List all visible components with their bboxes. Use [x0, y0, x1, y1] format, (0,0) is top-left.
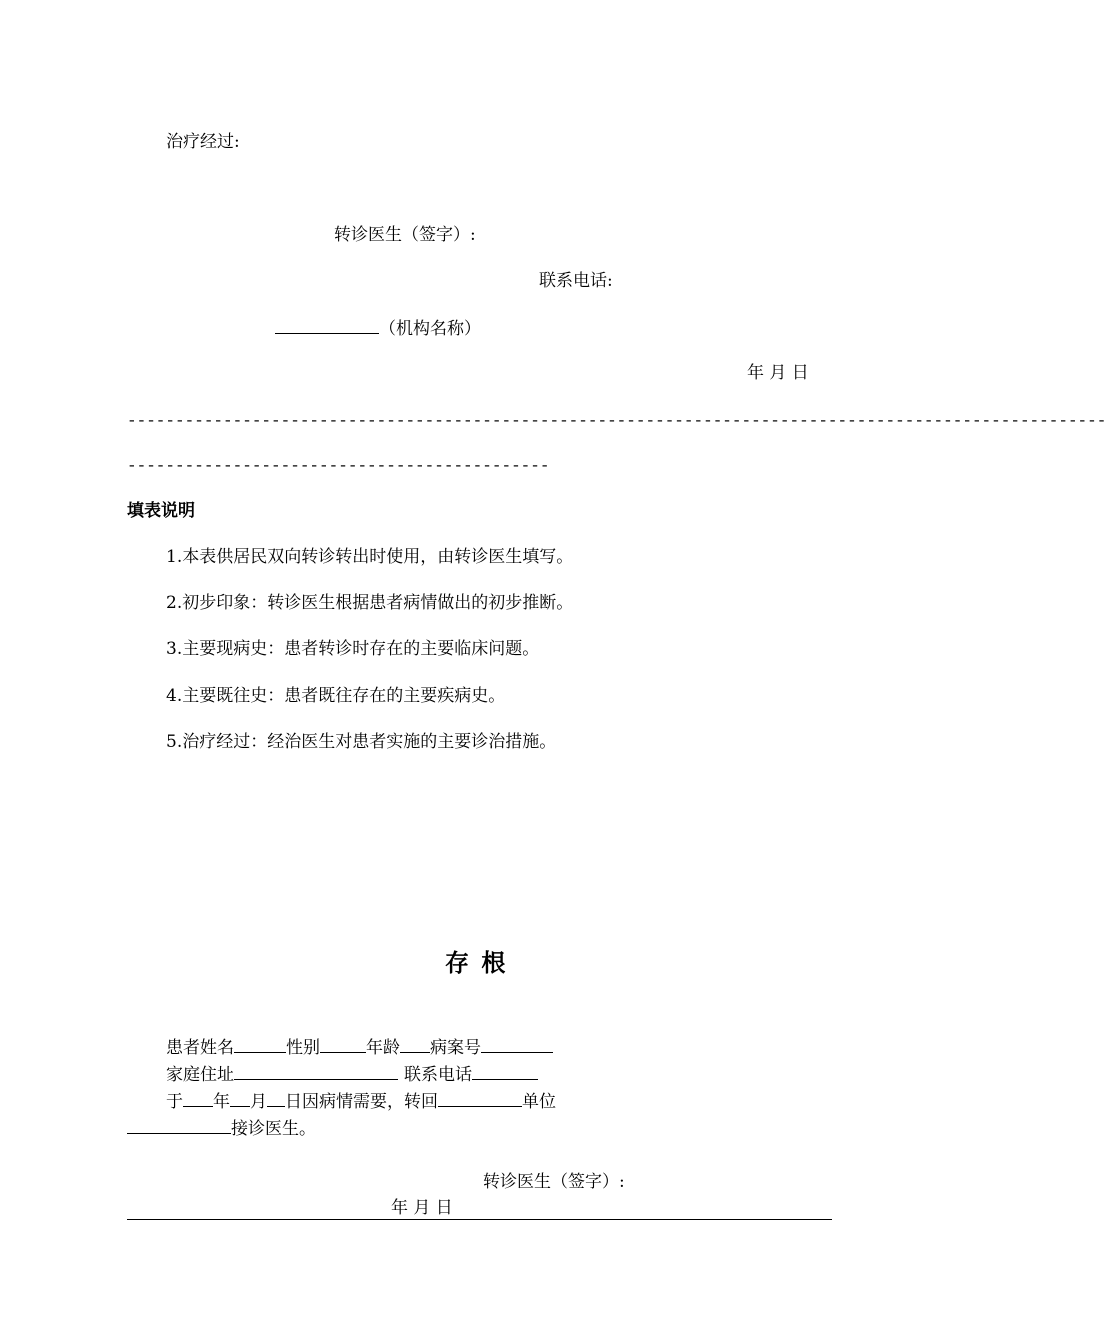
day-blank[interactable]: [267, 1089, 285, 1107]
gender-blank[interactable]: [320, 1035, 366, 1053]
year-label: 年: [213, 1092, 230, 1112]
stub-address-line: [166, 1062, 538, 1086]
case-no-blank[interactable]: [481, 1035, 553, 1053]
age-label: 年龄: [366, 1038, 400, 1058]
month-label: 月: [250, 1092, 267, 1112]
address-label: 家庭住址: [166, 1065, 234, 1085]
stub-date-line: 年 月 日: [391, 1198, 453, 1218]
dashed-separator-1: ------------------------------------------------------------------------------------------------------: [127, 412, 1106, 430]
patient-name-blank[interactable]: [234, 1035, 286, 1053]
month-blank[interactable]: [230, 1089, 250, 1107]
age-blank[interactable]: [400, 1035, 430, 1053]
gender-label: 性别: [286, 1038, 320, 1058]
case-no-label: 病案号: [430, 1038, 481, 1058]
phone-blank[interactable]: [472, 1062, 538, 1080]
institution-name-label: （机构名称）: [379, 319, 481, 339]
instruction-item-1: 1.本表供居民双向转诊转出时使用，由转诊医生填写。: [166, 547, 574, 567]
stub-receiver-line: [127, 1116, 316, 1140]
patient-name-label: 患者姓名: [166, 1038, 234, 1058]
bottom-rule: [127, 1219, 832, 1220]
unit-label: 单位: [522, 1092, 556, 1112]
stub-patient-line: [166, 1035, 553, 1059]
instructions-heading: 填表说明: [127, 501, 195, 521]
phone-label: 联系电话: [404, 1065, 472, 1085]
contact-phone-label: 联系电话:: [539, 271, 613, 291]
date-line: 年 月 日: [747, 363, 809, 383]
institution-name-blank[interactable]: [275, 316, 379, 334]
instruction-item-2: 2.初步印象：转诊医生根据患者病情做出的初步推断。: [166, 593, 574, 613]
stub-title: 存 根: [445, 949, 508, 977]
instruction-item-5: 5.治疗经过：经治医生对患者实施的主要诊治措施。: [166, 732, 557, 752]
day-reason-label: 日因病情需要，转回: [285, 1092, 438, 1112]
yu-label: 于: [166, 1092, 183, 1112]
stub-doctor-signature-label: 转诊医生（签字）:: [483, 1172, 625, 1192]
dashed-separator-2: --------------------------------------------: [127, 457, 550, 475]
instruction-item-4: 4.主要既往史：患者既往存在的主要疾病史。: [166, 686, 506, 706]
unit-blank[interactable]: [438, 1089, 522, 1107]
treatment-label: 治疗经过:: [166, 132, 240, 152]
stub-return-line: [166, 1089, 556, 1113]
receiver-blank[interactable]: [127, 1116, 231, 1134]
referral-doctor-signature-label: 转诊医生（签字）:: [334, 225, 476, 245]
instruction-item-3: 3.主要现病史：患者转诊时存在的主要临床问题。: [166, 639, 540, 659]
receiver-label: 接诊医生。: [231, 1119, 316, 1139]
institution-name-line: [275, 316, 481, 340]
address-blank[interactable]: [234, 1062, 398, 1080]
year-blank[interactable]: [183, 1089, 213, 1107]
